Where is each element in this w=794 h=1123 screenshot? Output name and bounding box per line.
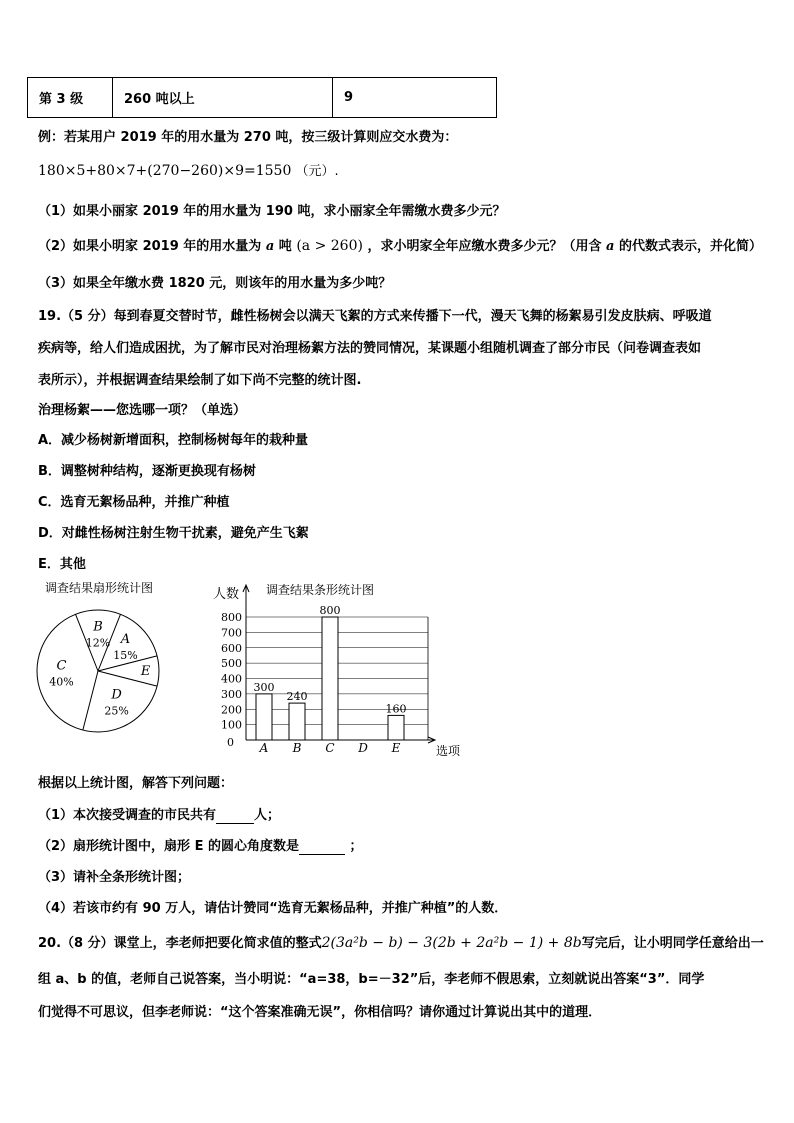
bar-data-label-c: 800	[319, 604, 341, 617]
pie-percent-a: 15%	[113, 648, 138, 662]
survey-option-d: D．对雌性杨树注射生物干扰素，避免产生飞絮	[38, 526, 309, 541]
q19-line2: 疾病等，给人们造成困扰，为了解市民对治理杨絮方法的赞同情况，某课题小组随机调查了部分市民（问卷调查表如	[38, 341, 702, 356]
pie-label-c: C	[56, 658, 67, 674]
q20-line3: 们觉得不可思议，但李老师说：“这个答案准确无误”，你相信吗？请你通过计算说出其中的道理．	[38, 1005, 602, 1020]
bar-x-tick-label-b: B	[292, 741, 302, 755]
bar-y-tick-label: 500	[221, 657, 242, 671]
bar-x-tick-label-e: E	[391, 741, 401, 755]
bar-chart-ylabel: 人数	[213, 587, 240, 602]
example-text: 例：若某用户 2019 年的用水量为 270 吨，按三级计算则应交水费为：	[38, 130, 458, 145]
q20-line2: 组 a、b 的值，老师自己说答案，当小明说：“a=38，b=－32”后，李老师不假思索，立刻就说出答案“3”．同学	[38, 972, 705, 987]
tier-price-cell: 9	[333, 78, 497, 118]
q20-text-b: 写完后，让小明同学任意给出一	[581, 936, 764, 951]
q18-part3: （3）如果全年缴水费 1820 元，则该年的用水量为多少吨？	[38, 276, 392, 291]
q19-intro: 根据以上统计图，解答下列问题：	[38, 776, 234, 791]
q18-part2-text-a: （2）如果小明家 2019 年的用水量为	[38, 239, 262, 254]
bar-x-tick-label-a: A	[259, 741, 269, 755]
q19-sub1-text-b: 人；	[254, 808, 281, 823]
q18-part2	[38, 235, 762, 254]
example-unit: （元）.	[295, 164, 339, 179]
pie-label-a: A	[120, 631, 131, 647]
example-line	[38, 160, 339, 179]
bar-chart-xlabel: 选项	[436, 744, 461, 758]
pie-label-b: B	[93, 619, 103, 635]
tier-level-cell: 第 3 级	[28, 78, 113, 118]
bar-y-tick-label: 800	[221, 611, 242, 624]
pie-label-d: D	[111, 687, 122, 703]
q19-sub3: （3）请补全条形统计图；	[38, 870, 191, 885]
q18-part2-text-b: ，求小明家全年应缴水费多少元？（用含	[367, 239, 602, 254]
survey-option-e: E．其他	[38, 557, 86, 572]
bar-y-tick-label: 100	[221, 718, 242, 732]
q18-part2-text-c: 的代数式表示，并化简）	[619, 239, 763, 254]
q19-sub2-text-b: ；	[349, 839, 363, 854]
bar-chart	[213, 582, 461, 758]
bar-c	[322, 617, 338, 740]
bar-a	[256, 694, 272, 740]
pie-percent-d: 25%	[104, 704, 129, 718]
table-row	[28, 78, 497, 118]
bar-x-tick-label-d: D	[358, 741, 368, 755]
q19-sub2	[38, 835, 363, 855]
q19-line1: 19.（5 分）每到春夏交替时节，雌性杨树会以满天飞絮的方式来传播下一代，漫天飞舞的杨絮易引发皮肤病、呼吸道	[38, 309, 712, 324]
q20-text-a: 20.（8 分）课堂上，李老师把要化简求值的整式	[38, 936, 322, 951]
bar-b	[289, 703, 305, 740]
bar-y-tick-label: 400	[221, 672, 242, 686]
survey-option-a: A．减少杨树新增面积，控制杨树每年的栽种量	[38, 433, 309, 448]
q19-line3: 表所示），并根据调查结果绘制了如下尚不完整的统计图.	[38, 373, 362, 388]
pie-percent-c: 40%	[49, 675, 74, 689]
bar-y-tick-label: 600	[221, 641, 242, 655]
charts-figure	[30, 572, 480, 764]
q20-expression: 2(3a²b − b) − 3(2b + 2a²b − 1) + 8b	[321, 935, 582, 951]
q18-part1: （1）如果小丽家 2019 年的用水量为 190 吨，求小丽家全年需缴水费多少元？	[38, 204, 506, 219]
bar-data-label-e: 160	[385, 702, 407, 716]
bar-x-tick-label-c: C	[325, 741, 335, 755]
q19-sub1	[38, 804, 280, 824]
q18-var-a: a	[265, 239, 275, 254]
q18-var-a-2: a	[606, 239, 615, 254]
bar-y-tick-label: 300	[221, 687, 242, 701]
pie-chart	[37, 580, 159, 732]
bar-data-label-b: 240	[286, 690, 308, 704]
q18-condition: (a > 260)	[296, 238, 363, 254]
bar-y-tick-label: 0	[227, 736, 234, 749]
water-tier-table	[27, 77, 497, 118]
q19-sub1-text-a: （1）本次接受调查的市民共有	[38, 808, 217, 823]
q18-unit: 吨	[278, 239, 292, 254]
survey-option-b: B．调整树种结构，逐渐更换现有杨树	[38, 464, 256, 479]
bar-y-tick-label: 700	[221, 626, 242, 640]
survey-title: 治理杨絮——您选哪一项？（单选）	[38, 403, 247, 418]
q19-sub2-text-a: （2）扇形统计图中，扇形 E 的圆心角度数是	[38, 839, 299, 854]
bar-data-label-a: 300	[253, 680, 275, 694]
q19-sub4: （4）若该市约有 90 万人，请估计赞同“选育无絮杨品种，并推广种植”的人数．	[38, 901, 508, 916]
example-formula: 180×5+80×7+(270−260)×9=1550	[38, 163, 292, 179]
bar-chart-title: 调查结果条形统计图	[266, 583, 375, 597]
pie-label-e: E	[140, 664, 151, 679]
answer-blank-2[interactable]	[299, 839, 345, 855]
pie-chart-title: 调查结果扇形统计图	[45, 581, 154, 595]
bar-e	[388, 715, 404, 740]
bar-y-tick-label: 200	[221, 703, 242, 717]
survey-option-c: C．选育无絮杨品种，并推广种植	[38, 495, 230, 510]
tier-range-cell: 260 吨以上	[113, 78, 333, 118]
pie-percent-b: 12%	[85, 636, 111, 650]
answer-blank-1[interactable]	[216, 808, 254, 824]
q20-line1	[38, 932, 764, 951]
